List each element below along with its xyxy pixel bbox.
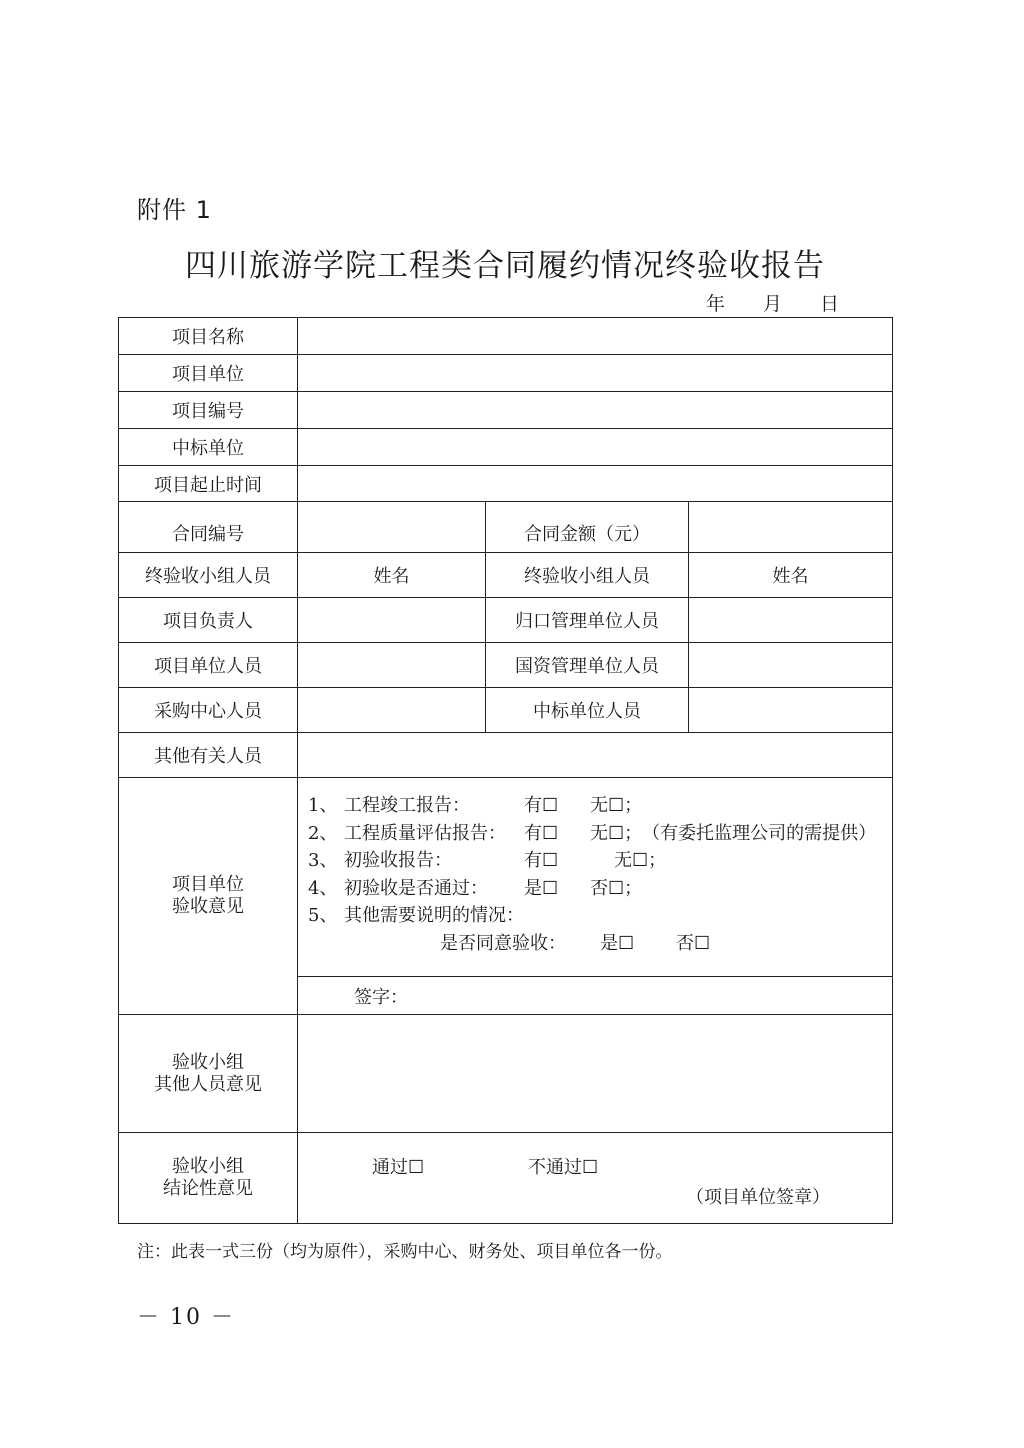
label-procurement-staff: 采购中心人员 bbox=[119, 688, 298, 733]
checklist-item bbox=[308, 902, 882, 930]
field-other-staff[interactable] bbox=[298, 733, 893, 778]
item-text: 工程质量评估报告： bbox=[344, 822, 506, 844]
row-procurement bbox=[119, 688, 893, 733]
label-winning-unit-staff: 中标单位人员 bbox=[486, 688, 689, 733]
field-central-mgmt-staff[interactable] bbox=[689, 598, 893, 643]
date-month: 月 bbox=[763, 293, 783, 315]
label-other-staff: 其他有关人员 bbox=[119, 733, 298, 778]
label-conclusion bbox=[119, 1133, 298, 1224]
label-project-leader: 项目负责人 bbox=[119, 598, 298, 643]
row-project-number bbox=[119, 392, 893, 429]
item-option-yes[interactable]: 有☐ bbox=[524, 822, 559, 844]
row-winning-unit bbox=[119, 429, 893, 466]
checklist-item bbox=[308, 820, 882, 848]
item-option-no[interactable]: 否☐； bbox=[590, 877, 643, 899]
signature-field[interactable]: 签字： bbox=[298, 977, 893, 1015]
label-group-other-opinion bbox=[119, 1015, 298, 1133]
label-project-period: 项目起止时间 bbox=[119, 466, 298, 502]
field-group-other-opinion[interactable] bbox=[298, 1015, 893, 1133]
checklist-item bbox=[308, 792, 882, 820]
agree-yes-option[interactable]: 是☐ bbox=[600, 932, 635, 954]
item-number: 4、 bbox=[308, 877, 338, 899]
row-project-name bbox=[119, 318, 893, 355]
label-project-unit-staff: 项目单位人员 bbox=[119, 643, 298, 688]
item-option-no[interactable]: 无☐； bbox=[590, 795, 643, 816]
item-number: 2、 bbox=[308, 822, 338, 844]
field-project-leader[interactable] bbox=[298, 598, 486, 643]
document-title: 四川旅游学院工程类合同履约情况终验收报告 bbox=[185, 248, 825, 284]
seal-label: （项目单位签章） bbox=[686, 1187, 830, 1208]
field-contract-number[interactable] bbox=[298, 502, 486, 553]
label-project-name: 项目名称 bbox=[119, 318, 298, 355]
date-year: 年 bbox=[706, 293, 726, 315]
item-text: 初验收报告： bbox=[344, 850, 452, 871]
label-group-other-line-1: 验收小组 bbox=[172, 1051, 244, 1073]
field-project-name[interactable] bbox=[298, 318, 893, 355]
conclusion-cell bbox=[298, 1133, 893, 1224]
item-option-yes[interactable]: 是☐ bbox=[524, 877, 559, 899]
date-day: 日 bbox=[820, 293, 840, 315]
checklist-item bbox=[308, 875, 882, 903]
label-state-asset-staff: 国资管理单位人员 bbox=[486, 643, 689, 688]
item-number: 1、 bbox=[308, 795, 338, 816]
field-procurement-staff[interactable] bbox=[298, 688, 486, 733]
label-unit-opinion-line-2: 验收意见 bbox=[172, 896, 244, 917]
row-contract bbox=[119, 502, 893, 553]
row-group-other-opinion bbox=[119, 1015, 893, 1133]
pass-option[interactable]: 通过☐ bbox=[372, 1157, 425, 1178]
row-project-period bbox=[119, 466, 893, 502]
header-name-2: 姓名 bbox=[689, 553, 893, 598]
field-winning-unit-staff[interactable] bbox=[689, 688, 893, 733]
agree-line bbox=[308, 930, 882, 958]
label-conclusion-line-2: 结论性意见 bbox=[163, 1178, 253, 1199]
item-number: 5、 bbox=[308, 905, 338, 926]
row-unit-opinion bbox=[119, 778, 893, 977]
label-project-number: 项目编号 bbox=[119, 392, 298, 429]
field-state-asset-staff[interactable] bbox=[689, 643, 893, 688]
row-members-header bbox=[119, 553, 893, 598]
field-contract-amount[interactable] bbox=[689, 502, 893, 553]
item-option-yes[interactable]: 有☐ bbox=[524, 795, 559, 816]
item-text: 其他需要说明的情况： bbox=[344, 905, 524, 926]
agree-no-option[interactable]: 否☐ bbox=[676, 932, 711, 954]
checklist-item bbox=[308, 847, 882, 875]
label-contract-amount: 合同金额（元） bbox=[486, 502, 689, 553]
item-text: 初验收是否通过： bbox=[344, 877, 488, 899]
header-members: 终验收小组人员 bbox=[119, 553, 298, 598]
label-group-other-line-2: 其他人员意见 bbox=[154, 1073, 262, 1095]
header-members-2: 终验收小组人员 bbox=[486, 553, 689, 598]
label-conclusion-line-1: 验收小组 bbox=[172, 1156, 244, 1177]
item-number: 3、 bbox=[308, 850, 338, 871]
acceptance-form-table bbox=[118, 317, 893, 1224]
date-line bbox=[706, 289, 839, 316]
label-project-unit: 项目单位 bbox=[119, 355, 298, 392]
row-conclusion bbox=[119, 1133, 893, 1224]
header-name: 姓名 bbox=[298, 553, 486, 598]
item-note: （有委托监理公司的需提供） bbox=[642, 822, 877, 844]
field-project-unit[interactable] bbox=[298, 355, 893, 392]
field-project-unit-staff[interactable] bbox=[298, 643, 486, 688]
label-central-mgmt-staff: 归口管理单位人员 bbox=[486, 598, 689, 643]
agree-question: 是否同意验收： bbox=[440, 932, 566, 954]
item-option-no[interactable]: 无☐； bbox=[614, 850, 667, 871]
footnote: 注：此表一式三份（均为原件），采购中心、财务处、项目单位各一份。 bbox=[137, 1242, 673, 1262]
row-unit-staff bbox=[119, 643, 893, 688]
label-contract-number: 合同编号 bbox=[119, 502, 298, 553]
page-number: － 10 － bbox=[137, 1305, 235, 1330]
field-winning-unit[interactable] bbox=[298, 429, 893, 466]
label-unit-opinion bbox=[119, 778, 298, 1015]
no-pass-option[interactable]: 不通过☐ bbox=[528, 1157, 599, 1178]
attachment-label: 附件 1 bbox=[137, 196, 212, 224]
field-project-period[interactable] bbox=[298, 466, 893, 502]
row-other-staff bbox=[119, 733, 893, 778]
row-leader bbox=[119, 598, 893, 643]
row-project-unit bbox=[119, 355, 893, 392]
label-unit-opinion-line-1: 项目单位 bbox=[172, 874, 244, 895]
item-option-yes[interactable]: 有☐ bbox=[524, 850, 559, 871]
item-option-no[interactable]: 无☐； bbox=[590, 822, 643, 844]
label-winning-unit: 中标单位 bbox=[119, 429, 298, 466]
conclusion-options bbox=[298, 1133, 892, 1223]
unit-opinion-checklist bbox=[298, 778, 893, 977]
field-project-number[interactable] bbox=[298, 392, 893, 429]
item-text: 工程竣工报告： bbox=[344, 795, 470, 816]
